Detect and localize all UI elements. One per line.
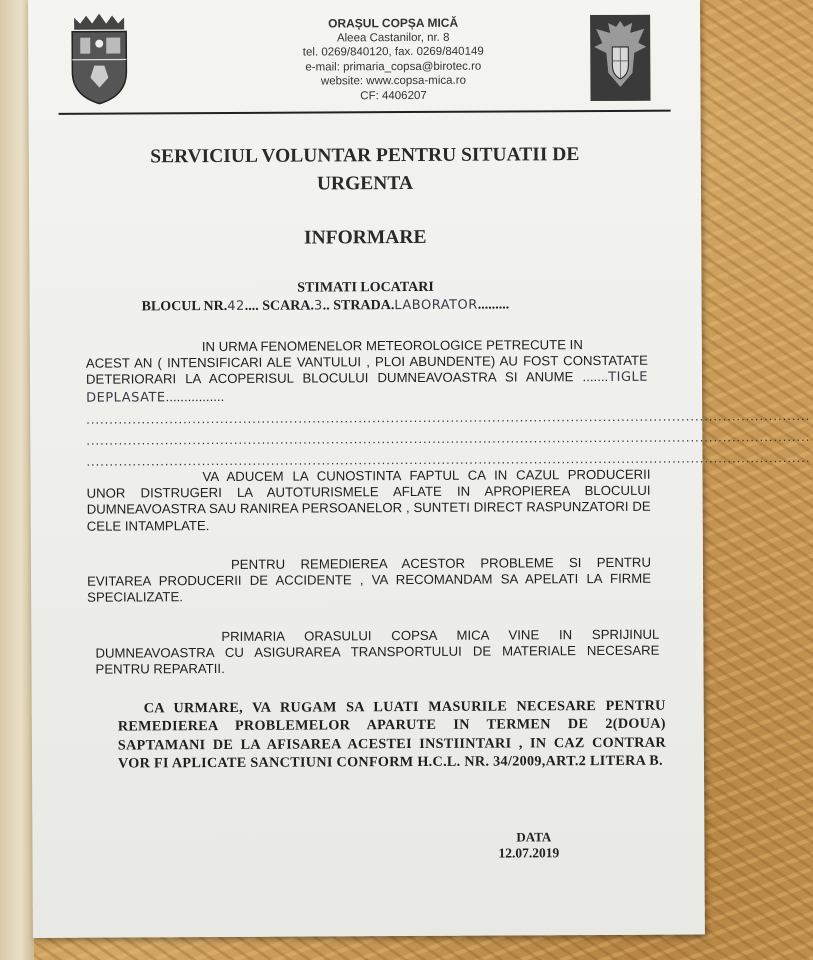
paragraph-deadline-text: CA URMARE, VA RUGAM SA LUATI MASURILE NECESARE PENTRU REMEDIEREA PROBLEMELOR APARUTE IN TERMEN DE 2(DOUA) SAPTAMANI DE LA AFISAREA ACESTEI INSTIINTARI , IN CAZ CONTRAR VOR FI APLICATE SANCTIUNI CONFORM H.C.L. NR. 34/2009,ART.2 LITERA B. xyxy=(117,697,666,772)
town-name: ORAȘUL COPȘA MICĂ xyxy=(328,15,459,31)
document-subtitle: INFORMARE xyxy=(303,226,427,249)
header-divider xyxy=(59,110,671,115)
romania-coat-of-arms-icon xyxy=(588,13,652,103)
stair-number: 3 xyxy=(313,298,323,314)
salutation: STIMATI LOCATARI xyxy=(297,279,434,296)
title-line-1: SERVICIUL VOLUNTAR PENTRU SITUATII DE xyxy=(150,144,580,168)
paragraph-deadline xyxy=(118,697,666,773)
block-number: 42 xyxy=(227,298,245,314)
notice-paper xyxy=(28,0,811,938)
document-title xyxy=(69,141,661,200)
paragraph-support-text: PRIMARIA ORASULUI COPSA MICA VINE IN SPRIJINUL DUMNEAVOASTRA CU ASIGURAREA TRANSPORTULUI DE MATERIALE NECESARE PENTRU REPARATII. xyxy=(95,626,660,678)
address: Aleea Castanilor, nr. 8 xyxy=(336,31,450,44)
paragraph-liability-text: VA ADUCEM LA CUNOSTINTA FAPTUL CA IN CAZUL PRODUCERII UNOR DISTRUGERI LA AUTOTURISMELE AFLATE IN APROPIEREA BLOCULUI DUMNEAVOASTRA SAU RANIREA PERSOANELOR , SUNTETI DIRECT RASPUNZATORI DE CELE INTAMPLATE. xyxy=(86,466,651,534)
paragraph-damage-line1: IN URMA FENOMENELOR METEOROLOGICE PETRECUTE IN xyxy=(201,337,583,355)
title-line-2: URGENTA xyxy=(316,172,414,195)
blank-line: ............................................................................................................................................................. xyxy=(86,449,811,469)
letterhead xyxy=(268,15,518,103)
street-name: LABORATOR xyxy=(394,297,478,314)
paragraph-recommendation-text: PENTRU REMEDIEREA ACESTOR PROBLEME SI PENTRU EVITAREA PRODUCERII DE ACCIDENTE , VA RECOMANDAM SA APELATI LA FIRME SPECIALIZATE. xyxy=(87,554,652,606)
paragraph-liability xyxy=(86,467,650,535)
address-line: BLOCUL NR.42.... SCARA.3.. STRADA.LABORATOR......... xyxy=(141,297,510,315)
phone-fax: tel. 0269/840120, fax. 0269/840149 xyxy=(302,45,484,59)
website: website: www.copsa-mica.ro xyxy=(320,74,466,88)
blank-line: ............................................................................................................................................................. xyxy=(86,428,811,448)
paragraph-support xyxy=(95,627,659,679)
paragraph-damage: IN URMA FENOMENELOR METEOROLOGICE PETRECUTE IN ACEST AN ( INTENSIFICARI ALE VANTULUI , PLOI ABUNDENTE) AU FOST CONSTATATE DETERIORARI LA ACOPERISUL BLOCULUI DUMNEAVOASTRA SI ANUME .......TIGLE DEPLASATE................ xyxy=(85,337,649,406)
stair-label: SCARA. xyxy=(262,298,315,314)
block-label: BLOCUL NR. xyxy=(141,298,228,315)
date-label: DATA xyxy=(516,829,552,845)
paragraph-damage-text: ACEST AN ( INTENSIFICARI ALE VANTULUI , PLOI ABUNDENTE) AU FOST CONSTATATE DETERIORARI LA ACOPERISUL BLOCULUI DUMNEAVOASTRA SI ANUME xyxy=(85,352,648,388)
town-coat-of-arms-icon xyxy=(66,13,132,105)
date-value: 12.07.2019 xyxy=(498,845,560,861)
fiscal-code: CF: 4406207 xyxy=(360,89,427,102)
street-label: STRADA xyxy=(333,298,391,314)
damage-description: TIGLE DEPLASATE xyxy=(86,370,649,406)
blank-line: ............................................................................................................................................................. xyxy=(86,407,811,427)
email: e-mail: primaria_copsa@birotec.ro xyxy=(305,60,482,74)
paragraph-recommendation xyxy=(87,555,651,607)
